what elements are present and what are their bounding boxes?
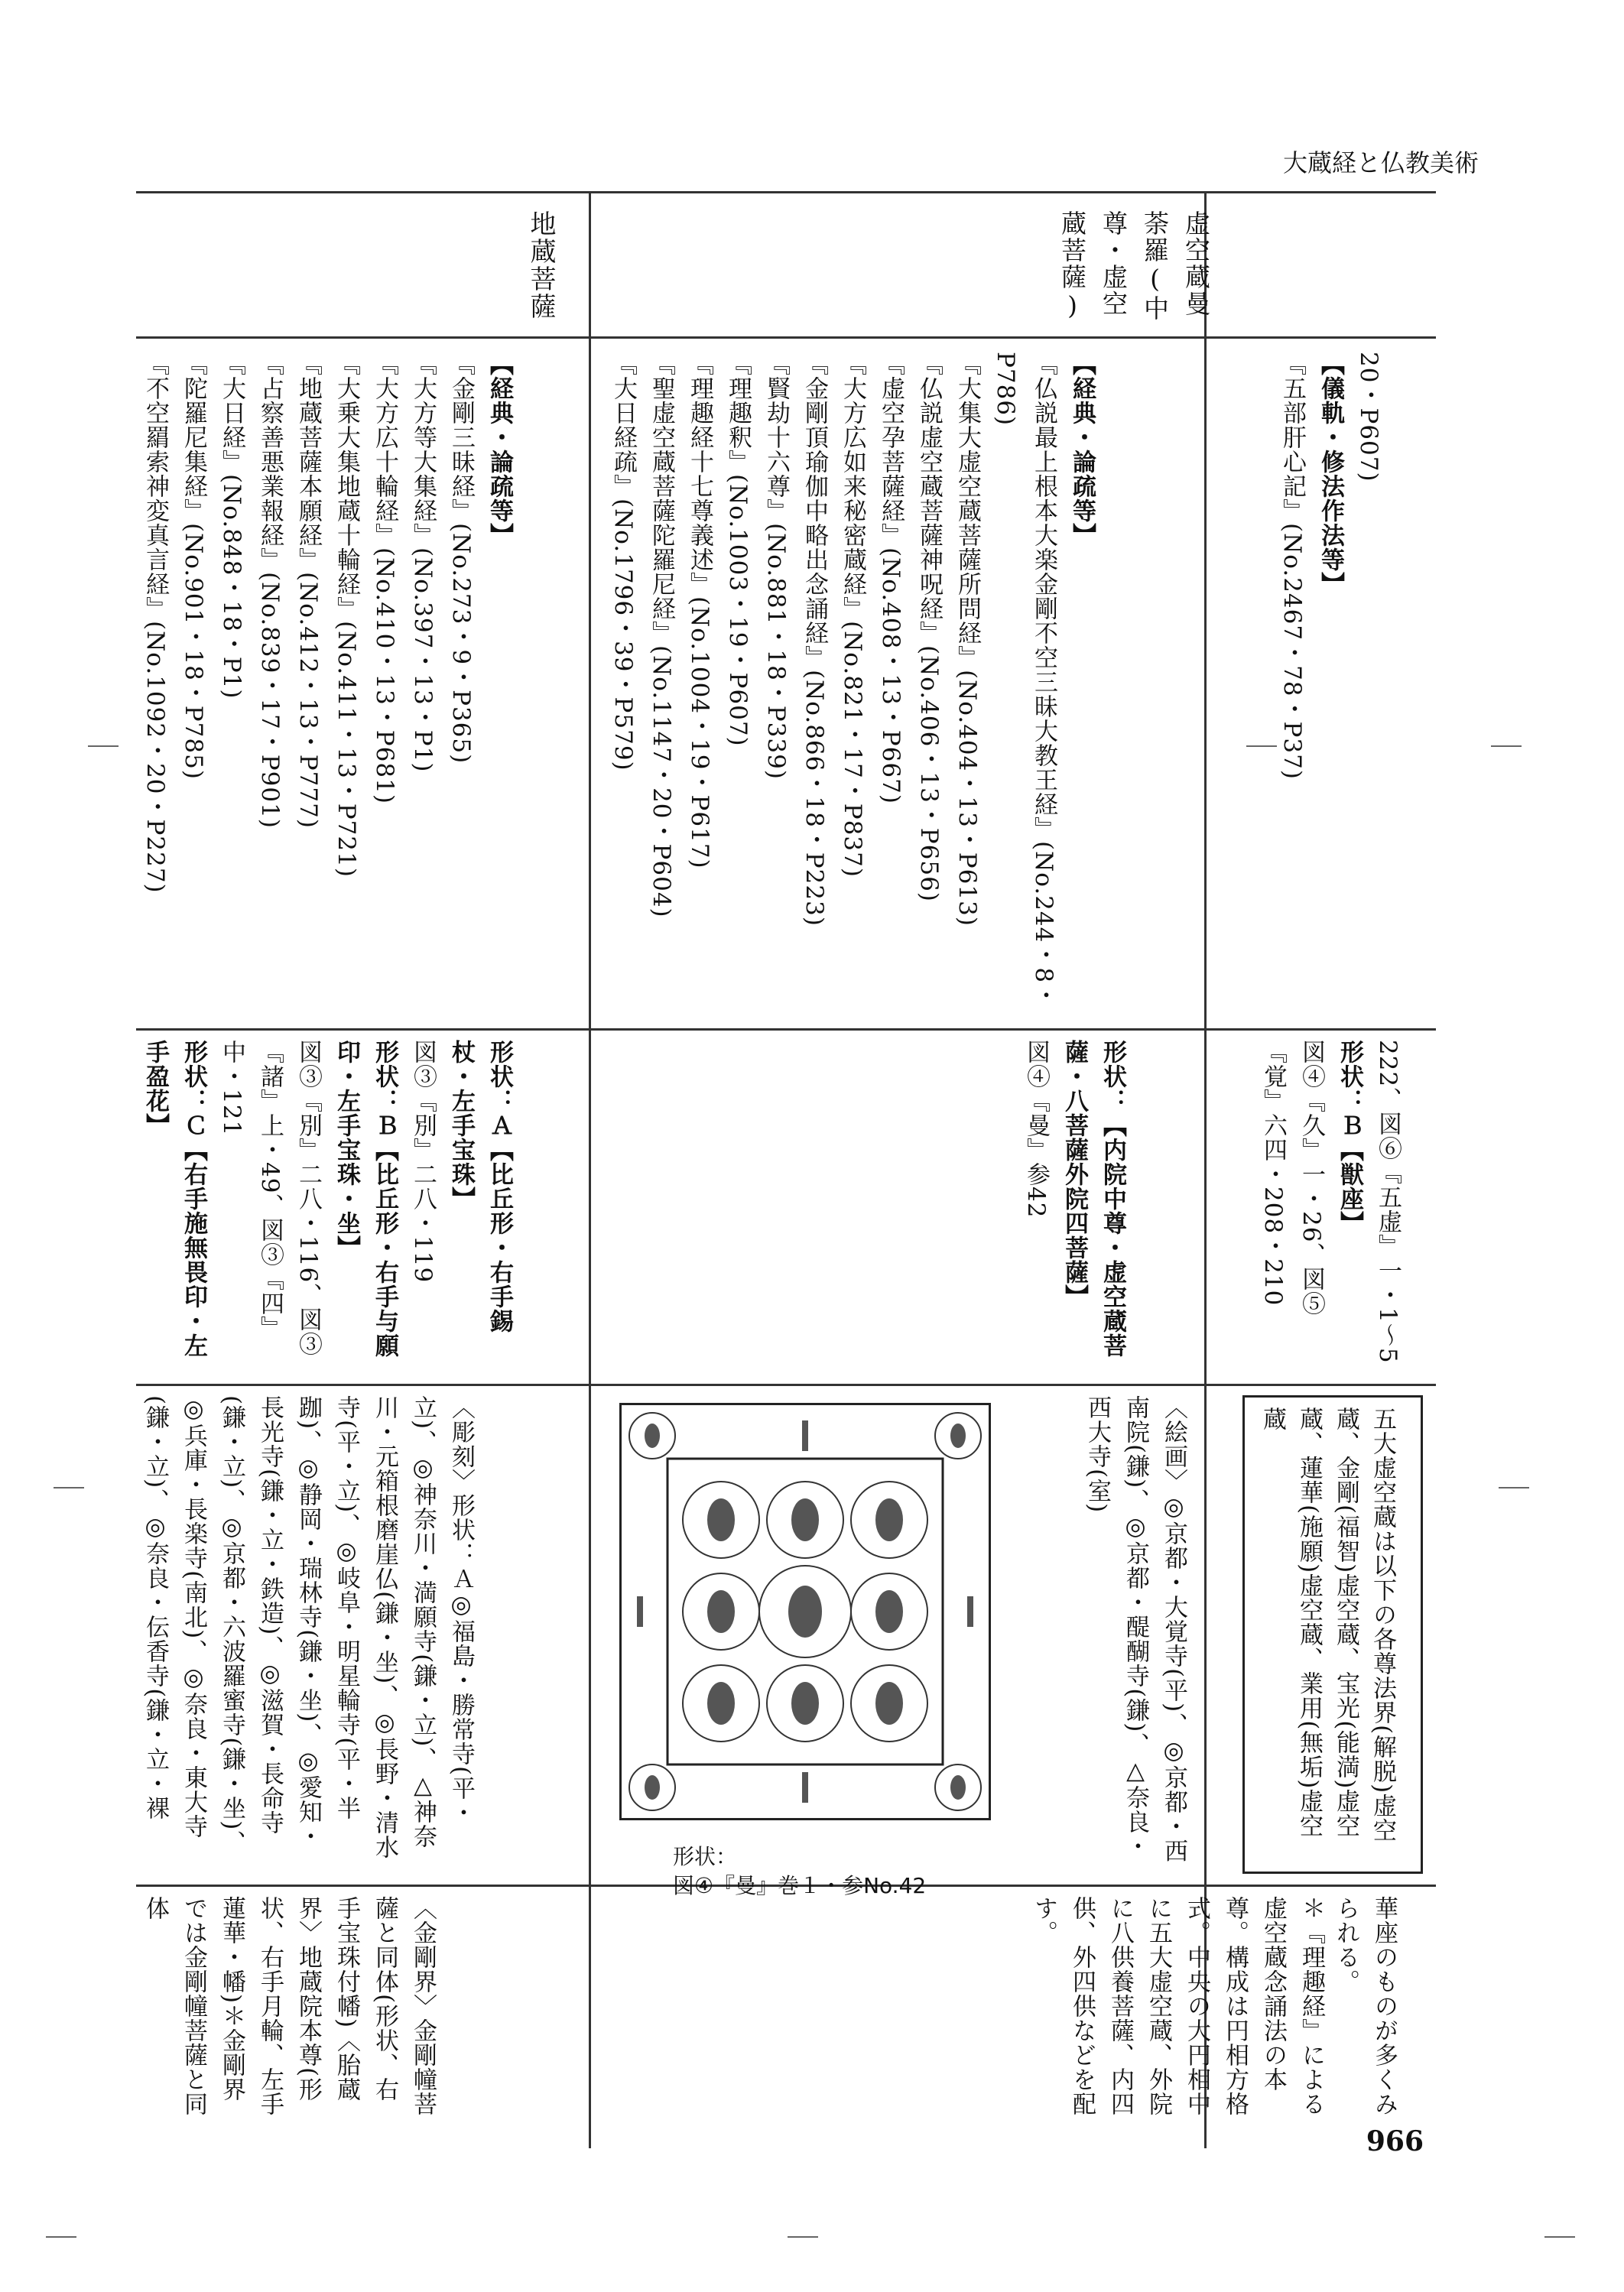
page-number: 966 xyxy=(1366,2125,1424,2157)
jizo-form: 図③『別』二八・119 xyxy=(409,1040,437,1284)
margin-tick xyxy=(1491,745,1522,747)
mandala-caption-line-1: 形状： xyxy=(673,1844,738,1869)
sutra-item: 『理趣釈』(No.1003・19・P607) xyxy=(724,352,752,747)
gikei-continuation: 20・P607) xyxy=(1355,352,1382,482)
mandala-illustration xyxy=(622,1405,989,1818)
top-gikei xyxy=(1273,352,1388,1017)
kokuzo-mandala-figure xyxy=(619,1403,991,1820)
divider-jizo xyxy=(589,191,591,2148)
jizo-sutra-heading: 【経典・論疏等】 xyxy=(486,352,513,547)
jizo-form: 図③『別』二八・116、図③『諸』上・49、図③『四』中・121 xyxy=(218,1040,322,1357)
sutra-item: 『地蔵菩薩本願経』(No.412・13・P777) xyxy=(294,352,322,829)
sutra-item: 『不空羂索神変真言経』(No.1092・20・P227) xyxy=(141,352,169,894)
margin-tick xyxy=(54,1487,84,1489)
jizo-sutras xyxy=(136,352,518,1017)
margin-tick xyxy=(46,2236,76,2238)
gikei-item: 『五部肝心記』(No.2467・78・P37) xyxy=(1278,352,1306,780)
row-rule-1 xyxy=(136,336,1436,339)
sutra-item: 『仏説最上根本大楽金剛不空三昧大教王経』(No.244・8・P786) xyxy=(992,352,1057,1008)
box-text: 五大虚空蔵は以下の各尊法界(解脱)虚空蔵、金剛(福智)虚空蔵、宝光(能満)虚空蔵、蓮華(施願)虚空蔵、業用(無垢)虚空蔵 xyxy=(1259,1407,1396,1843)
row-name-jizo: 地蔵菩薩 xyxy=(525,210,556,320)
sutra-item: 『占察善悪業報経』(No.839・17・P901) xyxy=(256,352,284,829)
kokuzo-form xyxy=(1017,1040,1132,1376)
jizo-forms xyxy=(136,1040,518,1376)
jizo-form: 形状：Ｂ【比丘形・右手与願印・左手宝珠・坐】 xyxy=(333,1040,398,1358)
sutra-item: 『大乗大集地蔵十輪経』(No.411・13・P721) xyxy=(333,352,360,878)
form-line-1: 222、図⑥『五虚』一・1～5 xyxy=(1374,1040,1402,1364)
mandala-caption xyxy=(673,1842,926,1901)
jizo-works: 〈彫刻〉形状：Ａ◎福島・勝常寺(平・立)、◎神奈川・満願寺(鎌・立)、△神奈川・元箱根磨崖仏(鎌・坐)、◎長野・清水寺(平・立)、◎岐阜・明星輪寺(平・半跏)、◎静岡・瑞林寺(鎌・坐)、◎愛知・長光寺(鎌・立・鉄造)、◎滋賀・長命寺(鎌・立)、◎京都・六波羅蜜寺(鎌・坐)、◎兵庫・長楽寺(南北)、◎奈良・東大寺(鎌・立)、◎奈良・伝香寺(鎌・立・裸 xyxy=(141,1395,475,1860)
sutra-item: 『虚空孕菩薩経』(No.408・13・P667) xyxy=(877,352,905,804)
kokuzo-form-text: 形状：【内院中尊・虚空蔵菩薩・八菩薩外院四菩薩】 xyxy=(1060,1040,1126,1358)
sutra-item: 『聖虚空蔵菩薩陀羅尼経』(No.1147・20・P604) xyxy=(648,352,675,918)
sutra-item: 『陀羅尼集経』(No.901・18・P785) xyxy=(180,352,207,780)
row-rule-3 xyxy=(136,1384,1436,1386)
kokuzo-sutras xyxy=(604,352,1101,1017)
form-line-2: 形状：Ｂ【獣座】 xyxy=(1336,1040,1363,1235)
sutra-item: 『賢劫十六尊』(No.881・18・P339) xyxy=(762,352,790,780)
divider-kokuzo xyxy=(1204,191,1207,2148)
top-forms xyxy=(1254,1040,1407,1376)
sutra-item: 『金剛頂瑜伽中略出念誦経』(No.866・18・P223) xyxy=(801,352,828,927)
kokuzo-sutra-heading: 【経典・論疏等】 xyxy=(1068,352,1096,547)
jizo-form: 形状：Ｃ【右手施無畏印・左手盈花】 xyxy=(141,1040,207,1358)
jizo-form: 形状：Ａ【比丘形・右手錫杖・左手宝珠】 xyxy=(447,1040,513,1333)
sutra-item: 『大日経疏』(No.1796・39・P579) xyxy=(609,352,637,771)
mandala-caption-line-2: 図④『曼』巻１・参No.42 xyxy=(673,1873,927,1898)
form-line-3: 図④『久』一・26、図⑤ xyxy=(1298,1040,1325,1316)
sutra-item: 『大方等大集経』(No.397・13・P1) xyxy=(409,352,437,773)
kokuzo-note: ＊『理趣経』による虚空蔵念誦法の本尊。構成は円相方格式。中央の大円相中に五大虚空蔵、外院に八供養菩薩、内四供、外四供などを配す。 xyxy=(1030,1896,1325,2116)
header-rule xyxy=(136,191,1436,193)
gikei-heading: 【儀軌・修法作法等】 xyxy=(1317,352,1344,596)
five-kokuzo-box xyxy=(1242,1395,1423,1874)
sutra-item: 『大方広十輪経』(No.410・13・P681) xyxy=(371,352,398,804)
margin-tick xyxy=(88,745,119,747)
sutra-item: 『理趣経十七尊義述』(No.1004・19・P617) xyxy=(686,352,713,869)
sutra-item: 『金剛三昧経』(No.273・9・P365) xyxy=(447,352,475,765)
margin-tick xyxy=(1246,745,1277,747)
top-note: 華座のものが多くみられる。 xyxy=(1332,1896,1398,2116)
row-name-kokuzo: 虚空蔵曼荼羅(中尊・虚空蔵菩薩) xyxy=(1057,210,1211,322)
running-header: 大蔵経と仏教美術 xyxy=(1282,148,1479,177)
jizo-note: 〈金剛界〉金剛幢菩薩と同体(形状、右手宝珠付幡)〈胎蔵界〉地蔵院本尊(形状、右手月輪、左手蓮華・幡)＊金剛界では金剛幢菩薩と同体 xyxy=(141,1896,437,2116)
sutra-item: 『大日経』(No.848・18・P1) xyxy=(218,352,245,700)
margin-tick xyxy=(1544,2236,1575,2238)
sutra-item: 『大方広如来秘密蔵経』(No.821・17・P837) xyxy=(839,352,866,878)
margin-tick xyxy=(1499,1487,1529,1489)
sutra-item: 『仏説虚空蔵菩薩神呪経』(No.406・13・P656) xyxy=(915,352,943,902)
kokuzo-works: 〈絵画〉◎京都・大覚寺(平)、◎京都・西南院(鎌)、◎京都・醍醐寺(鎌)、△奈良・西大寺(室) xyxy=(1083,1395,1187,1864)
sutra-item: 『大集大虚空蔵菩薩所問経』(No.404・13・P613) xyxy=(953,352,981,927)
row-rule-2 xyxy=(136,1028,1436,1031)
form-line-4: 『覚』六四・208・210 xyxy=(1259,1040,1287,1307)
kokuzo-form-ref: 図④『曼』参42 xyxy=(1022,1040,1050,1219)
margin-tick xyxy=(788,2236,818,2238)
